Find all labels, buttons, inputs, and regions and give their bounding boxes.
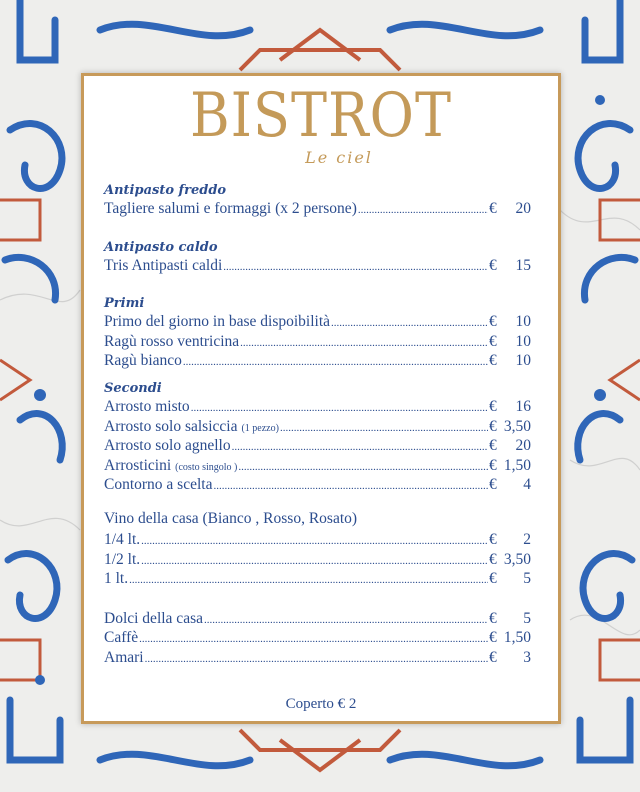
item-name: Tris Antipasti caldi — [104, 256, 223, 274]
item-name: Tagliere salumi e formaggi (x 2 persone) — [104, 200, 357, 217]
item-note: (1 pezzo) — [241, 422, 279, 434]
item-price: 3,50 — [503, 417, 531, 435]
brand-title: BISTROT — [190, 80, 452, 151]
dot-leader — [280, 417, 488, 439]
item-currency: € — [489, 648, 497, 666]
item-price: 10 — [515, 313, 531, 331]
dot-leader — [213, 475, 488, 497]
item-name: 1 lt. — [104, 570, 129, 588]
section-title-antipasto-freddo: Antipasto freddo — [104, 183, 227, 198]
item-price: 15 — [515, 256, 531, 274]
item-currency: € — [489, 609, 497, 627]
item-price: 5 — [523, 570, 531, 588]
menu-item — [104, 332, 531, 352]
coperto-footer: Coperto € 2 — [285, 696, 357, 712]
menu-item — [104, 199, 531, 219]
item-currency: € — [489, 629, 497, 647]
menu-item — [104, 530, 531, 550]
dot-leader — [141, 550, 488, 572]
dot-leader — [232, 436, 488, 458]
dot-leader — [223, 256, 488, 278]
dot-leader — [129, 569, 488, 591]
item-currency: € — [489, 570, 497, 588]
item-currency: € — [489, 332, 497, 350]
menu-item — [104, 648, 531, 668]
item-name: Arrosticini — [104, 456, 172, 474]
item-price: 10 — [515, 352, 531, 370]
dot-leader — [238, 456, 488, 478]
menu-card-inner — [84, 76, 558, 721]
menu-item — [104, 397, 531, 417]
item-currency: € — [489, 352, 497, 370]
dot-leader — [139, 628, 488, 650]
item-currency: € — [489, 200, 497, 217]
item-name: Ragù rosso ventricina — [104, 332, 240, 350]
item-name: Ragù bianco — [104, 352, 182, 370]
item-name: Amari — [104, 648, 144, 666]
item-currency: € — [489, 397, 497, 415]
item-currency: € — [489, 437, 497, 455]
item-price: 5 — [523, 609, 531, 627]
item-price: 1,50 — [503, 629, 531, 647]
item-price: 1,50 — [503, 456, 531, 474]
dot-leader — [240, 332, 488, 354]
menu-item — [104, 475, 531, 495]
menu-item — [104, 609, 531, 629]
menu-item — [104, 417, 531, 437]
item-currency: € — [489, 313, 497, 331]
item-currency: € — [489, 417, 497, 435]
menu-list — [104, 182, 531, 668]
item-currency: € — [489, 550, 497, 568]
menu-item — [104, 436, 531, 456]
dot-leader — [183, 351, 488, 373]
menu-item — [104, 550, 531, 570]
item-price: 3,50 — [503, 550, 531, 568]
item-name: Primo del giorno in base dispoibilità — [104, 313, 331, 331]
item-price: 20 — [515, 437, 531, 455]
item-name: Caffè — [104, 629, 139, 647]
section-title-primi: Primi — [104, 296, 145, 312]
item-name: 1/2 lt. — [104, 550, 141, 568]
section-title-vino: Vino della casa (Bianco , Rosso, Rosato) — [104, 509, 358, 527]
item-name: Dolci della casa — [104, 609, 203, 627]
section-title-secondi: Secondi — [104, 380, 162, 396]
dot-leader — [204, 609, 488, 631]
item-price: 10 — [515, 332, 531, 350]
item-name: Arrosto solo agnello — [104, 437, 231, 455]
dot-leader — [358, 199, 488, 221]
item-price: 16 — [515, 397, 531, 415]
section-title-antipasto-caldo: Antipasto caldo — [104, 239, 218, 255]
dot-leader — [141, 530, 488, 552]
brand-header — [84, 80, 558, 167]
menu-item — [104, 256, 531, 276]
item-name: Arrosto solo salsiccia — [104, 417, 238, 435]
item-price: 3 — [523, 648, 531, 666]
menu-item — [104, 628, 531, 648]
menu-card — [81, 73, 561, 724]
item-name: Arrosto misto — [104, 397, 190, 415]
item-price: 4 — [523, 476, 531, 494]
item-currency: € — [489, 530, 497, 548]
menu-item — [104, 351, 531, 371]
menu-item — [104, 456, 531, 476]
dot-leader — [331, 312, 488, 334]
item-currency: € — [489, 476, 497, 494]
menu-item — [104, 312, 531, 332]
brand-subtitle: Le ciel — [305, 148, 373, 167]
item-name: 1/4 lt. — [104, 530, 141, 548]
item-currency: € — [489, 256, 497, 274]
item-currency: € — [489, 456, 497, 474]
item-price: 2 — [523, 530, 531, 548]
item-name: Contorno a scelta — [104, 476, 213, 494]
item-note: (costo singolo ) — [175, 461, 238, 473]
dot-leader — [145, 648, 488, 670]
dot-leader — [191, 397, 488, 419]
item-price: 20 — [515, 200, 531, 217]
menu-item — [104, 569, 531, 589]
